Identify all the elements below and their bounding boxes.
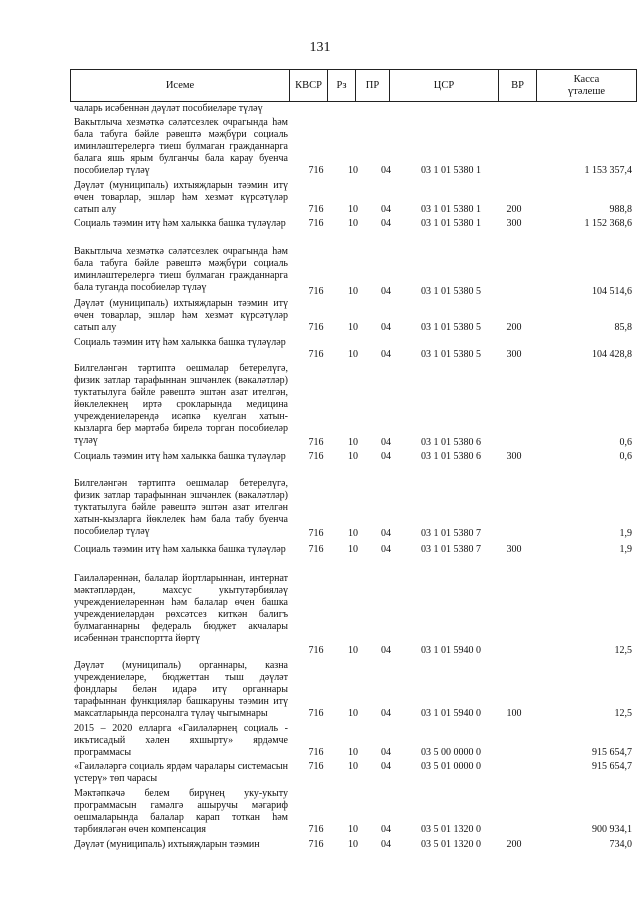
row-kassa: 734,0 [609,839,632,850]
table-row [0,103,640,115]
row-name: 2015 – 2020 елларга «Гаиләләрнең социаль - икътисадый хәлен яхшырту» ярдәмче программасы [74,723,288,758]
row-csr: 03 1 01 5380 1 [421,165,481,176]
row-name: Социаль тәэмин итү һәм халыкка башка түләүләр [74,218,286,229]
row-pr: 04 [381,451,391,462]
row-kassa: 12,5 [614,708,632,719]
row-name: Билгеләнгән тәртиптә оешмалар бетерелүгә, физик затлар тарафыннан эшчәнлек (вәкаләтләр) туктатылуга бәйле рәвештә эштән азат ителгән хатын-кызларга йөклелек һәм бала табу буенча пособиеләр түләү [74,478,288,537]
table-row [0,451,640,475]
row-name: Дәүләт (муниципаль) ихтыяҗларын тәэмин итү өчен товарлар, эшләр һәм хезмәт күрсәтүләр сатып алу [74,298,288,333]
row-kvsr: 716 [308,528,324,539]
row-csr: 03 5 01 0000 0 [421,761,481,772]
table-row [0,839,640,851]
row-kvsr: 716 [308,645,324,656]
row-pr: 04 [381,761,391,772]
row-rz: 10 [348,451,358,462]
header-rz: Рз [327,70,355,101]
row-kvsr: 716 [308,218,324,229]
row-name: Дәүләт (муниципаль) ихтыяҗларын тәэмин итү өчен товарлар, эшләр һәм хезмәт күрсәтүләр сатып алу [74,180,288,215]
table-row [0,363,640,449]
row-pr: 04 [381,286,391,297]
row-pr: 04 [381,204,391,215]
header-csr: ЦСР [389,70,498,101]
row-kvsr: 716 [308,349,324,360]
row-kassa: 104 514,6 [592,286,632,297]
row-pr: 04 [381,165,391,176]
row-name: Мәктәпкәчә белем бирүнең уку-укыту программасын гамәлгә ашыручы мәгариф оешмаларында балалар карап тоткан һәм тәрбияләгән өчен компенсация [74,788,288,835]
row-csr: 03 5 00 0000 0 [421,747,481,758]
header-kvsr: КВСР [289,70,327,101]
row-kvsr: 716 [308,839,324,850]
header-vr: ВР [498,70,536,101]
row-kvsr: 716 [308,322,324,333]
row-csr: 03 1 01 5380 6 [421,451,481,462]
row-kvsr: 716 [308,747,324,758]
row-kassa: 915 654,7 [592,747,632,758]
row-pr: 04 [381,747,391,758]
row-kvsr: 716 [308,824,324,835]
row-csr: 03 5 01 1320 0 [421,839,481,850]
header-kassa-line2: үтәлеше [567,85,606,97]
table-row [0,337,640,361]
row-pr: 04 [381,824,391,835]
row-name: чаларь исәбеннән дәүләт пособиеләре түләү [74,103,263,114]
row-pr: 04 [381,349,391,360]
table-row [0,573,640,657]
row-kvsr: 716 [308,437,324,448]
table-row [0,544,640,568]
header-pr: ПР [355,70,389,101]
row-name: Социаль тәэмин итү һәм халыкка башка түләүләр [74,544,286,555]
row-vr: 300 [506,451,522,462]
row-csr: 03 1 01 5380 5 [421,322,481,333]
row-vr: 200 [506,839,522,850]
row-csr: 03 1 01 5380 1 [421,204,481,215]
row-kassa: 85,8 [614,322,632,333]
row-rz: 10 [348,218,358,229]
row-name: Гаиләләреннән, балалар йортларыннан, интернат мәктәпләрдән, махсус укытутәрбияләү учреждениеләреннән һәм балалар өчен башка учреждениеләрдән рөхсәтсез киткән балигъ булмаганнарны федераль бюджет акчалары исәбеннән транспортта йөртү [74,573,288,644]
row-csr: 03 1 01 5380 6 [421,437,481,448]
table-row [0,761,640,785]
row-rz: 10 [348,165,358,176]
row-pr: 04 [381,218,391,229]
row-kassa: 988,8 [609,204,632,215]
row-kvsr: 716 [308,451,324,462]
row-kassa: 0,6 [619,437,632,448]
row-kvsr: 716 [308,204,324,215]
row-name: «Гаиләләргә социаль ярдәм чаралары системасын үстерү» төп чарасы [74,761,288,784]
table-row [0,478,640,540]
header-name: Исеме [165,80,195,91]
row-rz: 10 [348,824,358,835]
table-row [0,218,640,242]
row-csr: 03 5 01 1320 0 [421,824,481,835]
row-kassa: 104 428,8 [592,349,632,360]
row-rz: 10 [348,747,358,758]
table-row [0,660,640,720]
row-pr: 04 [381,544,391,555]
row-kassa: 915 654,7 [592,761,632,772]
row-name: Социаль тәэмин итү һәм халыкка башка түләүләр [74,337,286,348]
row-kvsr: 716 [308,544,324,555]
row-rz: 10 [348,839,358,850]
row-kvsr: 716 [308,761,324,772]
row-csr: 03 1 01 5940 0 [421,645,481,656]
row-name: Вакытлыча хезмәткә сәләтсезлек очрагында һәм бала табуга бәйле рәвештә мәҗбүри социаль иминләштерелергә тиеш булмаган гражданнарга бала туганда пособиеләр түләү [74,246,288,293]
row-vr: 100 [506,708,522,719]
row-kassa: 0,6 [619,451,632,462]
table-row [0,180,640,216]
row-kassa: 1 152 368,6 [584,218,632,229]
row-kvsr: 716 [308,165,324,176]
row-rz: 10 [348,322,358,333]
row-name: Дәүләт (муниципаль) органнары, казна учреждениеләре, бюджеттан тыш дәүләт фондлары белән идарә итү органнары тарафыннан функцияләр башкаруны тәэмин итү максатларында персоналга түләү чыгымнары [74,660,288,719]
row-rz: 10 [348,286,358,297]
row-kvsr: 716 [308,286,324,297]
header-kassa-line1: Касса [573,73,600,85]
row-vr: 300 [506,544,522,555]
row-kassa: 1,9 [619,544,632,555]
table-row [0,298,640,334]
row-rz: 10 [348,544,358,555]
row-kassa: 1,9 [619,528,632,539]
row-rz: 10 [348,204,358,215]
row-pr: 04 [381,839,391,850]
table-row [0,788,640,836]
row-csr: 03 1 01 5940 0 [421,708,481,719]
table-row [0,117,640,177]
row-rz: 10 [348,528,358,539]
table-row [0,723,640,759]
row-pr: 04 [381,322,391,333]
row-pr: 04 [381,437,391,448]
row-name: Вакытлыча хезмәткә сәләтсезлек очрагында һәм бала табуга бәйле рәвештә мәҗбүри социаль иминләштерелергә тиеш булмаган гражданнарга балага яшь ярым булганчы бала карау буенча пособиеләр түләү [74,117,288,176]
page-number: 131 [309,40,331,55]
row-pr: 04 [381,645,391,656]
row-rz: 10 [348,437,358,448]
row-csr: 03 1 01 5380 5 [421,349,481,360]
row-rz: 10 [348,349,358,360]
row-csr: 03 1 01 5380 1 [421,218,481,229]
row-rz: 10 [348,708,358,719]
row-kassa: 12,5 [614,645,632,656]
row-rz: 10 [348,761,358,772]
row-vr: 200 [506,322,522,333]
table-row [0,246,640,298]
row-name: Социаль тәэмин итү һәм халыкка башка түләүләр [74,451,286,462]
row-pr: 04 [381,528,391,539]
row-csr: 03 1 01 5380 7 [421,544,481,555]
row-vr: 300 [506,349,522,360]
row-name: Дәүләт (муниципаль) ихтыяҗларын тәэмин [74,839,260,850]
row-pr: 04 [381,708,391,719]
row-vr: 200 [506,204,522,215]
row-vr: 300 [506,218,522,229]
row-kassa: 1 153 357,4 [584,165,632,176]
row-kvsr: 716 [308,708,324,719]
row-rz: 10 [348,645,358,656]
row-csr: 03 1 01 5380 5 [421,286,481,297]
row-kassa: 900 934,1 [592,824,632,835]
row-csr: 03 1 01 5380 7 [421,528,481,539]
row-name: Билгеләнгән тәртиптә оешмалар бетерелүгә, физик затлар тарафыннан эшчәнлек (вәкаләтләр) туктатылуга бәйле рәвештә эштән азат ителгән, йөклелекнең иртә срокларында медицина учреждениеләрендә исәпкә куелган хатын-кызларга бер мәртәбә бирелә торган пособиеләр түләү [74,363,288,446]
